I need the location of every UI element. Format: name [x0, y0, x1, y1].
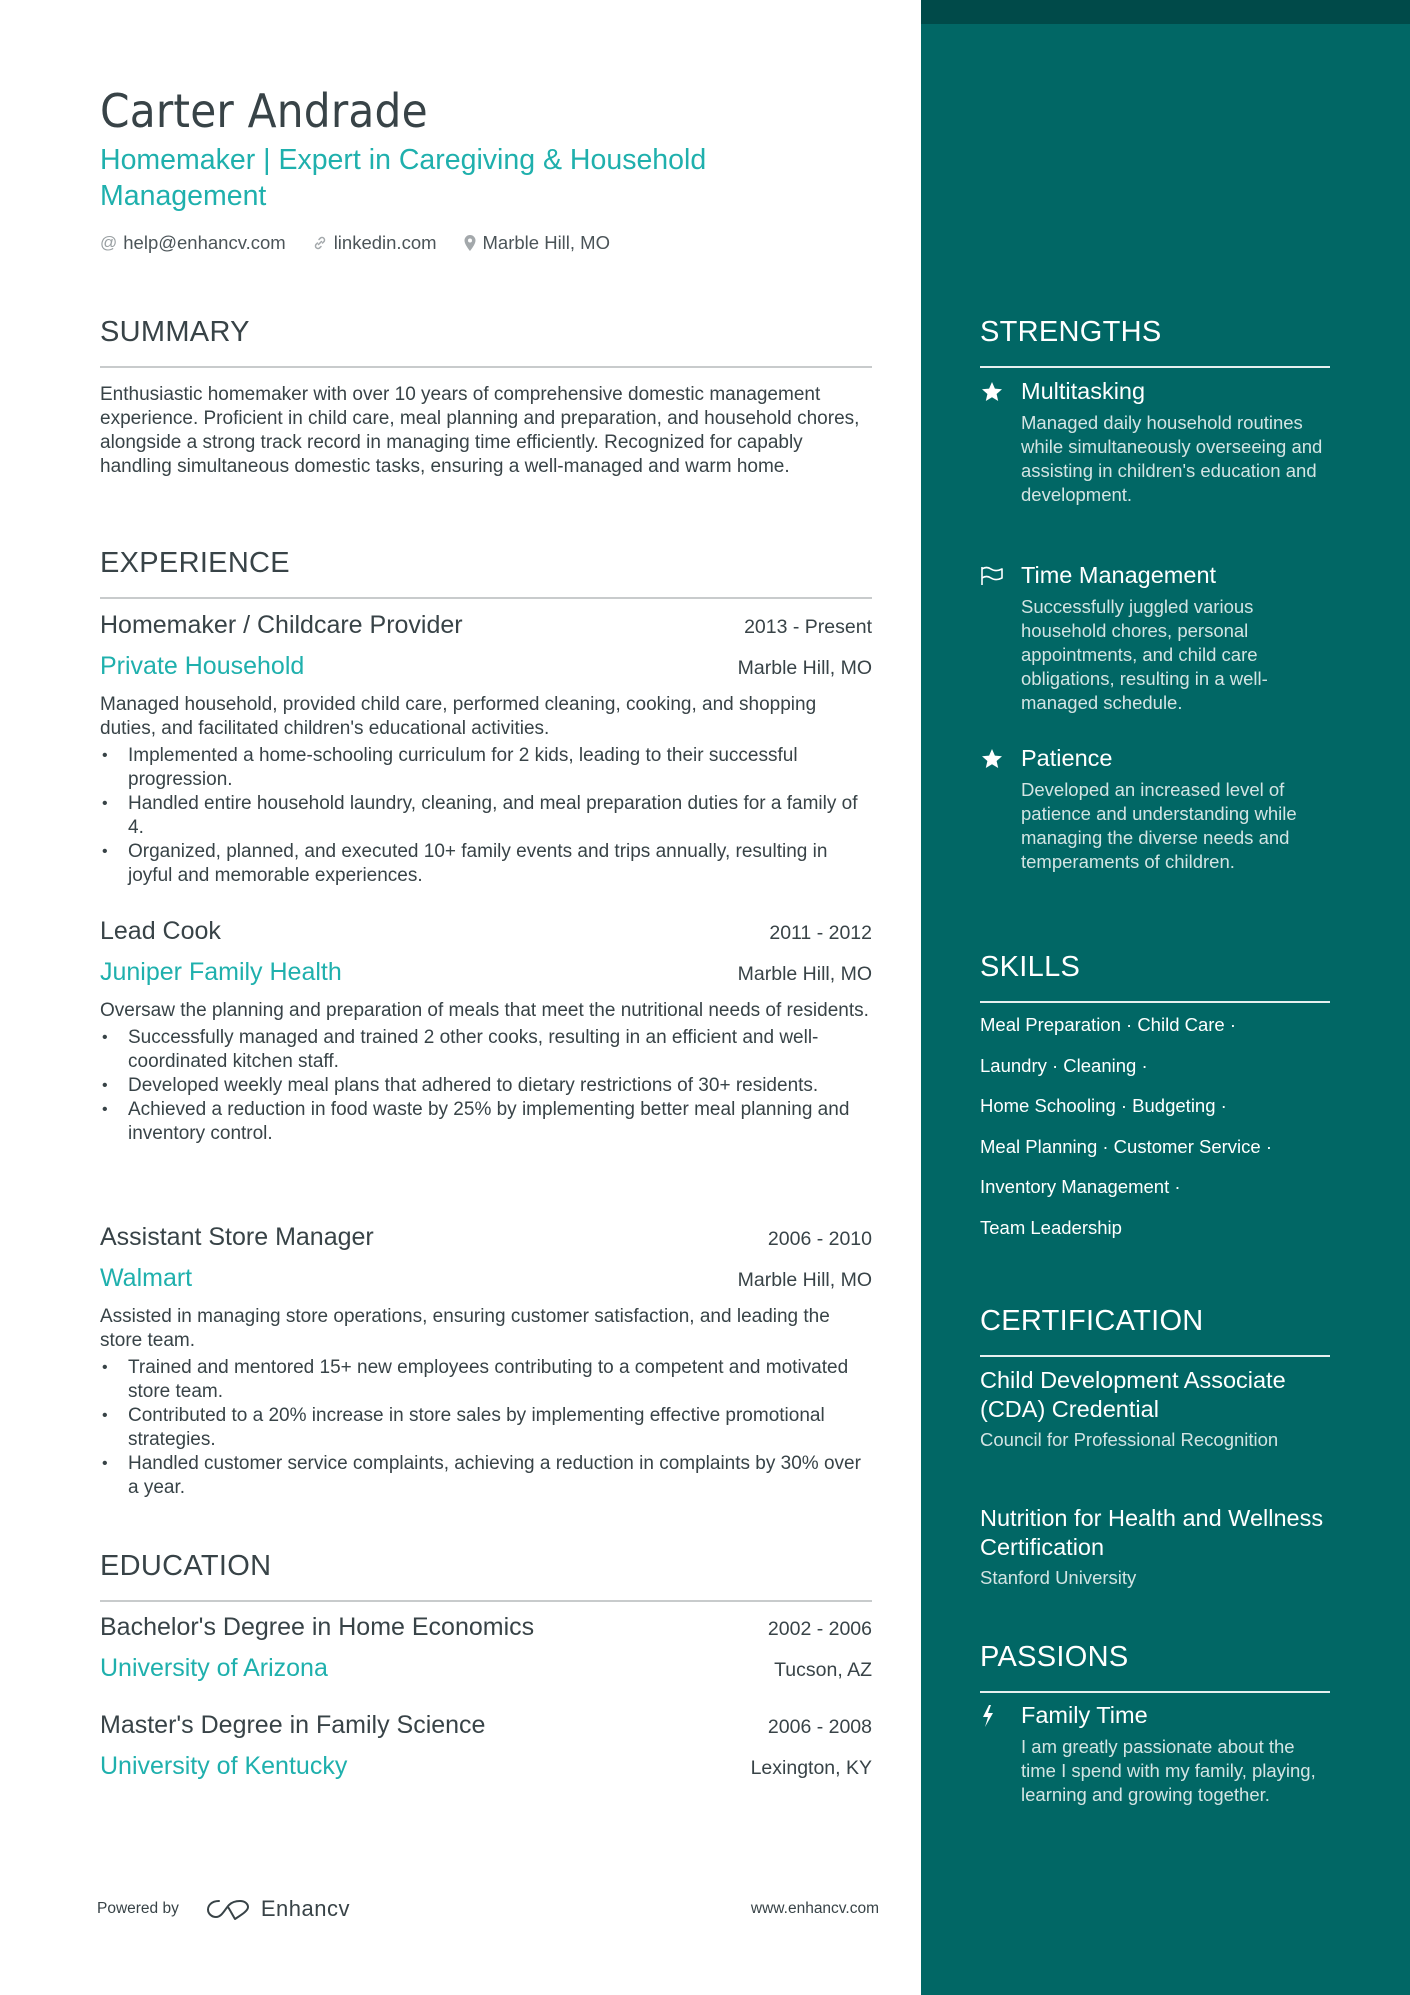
- certification-item: [980, 1366, 1330, 1452]
- achievement-item: • Handled entire household laundry, cleaning, and meal preparation duties for a family of 4.: [100, 792, 872, 840]
- strength-description: Managed daily household routines while simultaneously overseeing and assisting in children's education and development.: [1021, 412, 1323, 505]
- job-company: Private Household: [100, 652, 305, 680]
- contact-linkedin[interactable]: [312, 232, 437, 254]
- contact-info: [100, 232, 636, 254]
- job-dates: 2013 - Present: [744, 616, 872, 638]
- passion-item: [980, 1702, 1330, 1807]
- section-divider: [980, 1001, 1330, 1003]
- strength-description: Successfully juggled various household chores, personal appointments, and child care obligations, resulting in a well-managed schedule.: [1021, 596, 1268, 713]
- achievement-item: • Handled customer service complaints, achieving a reduction in complaints by 30% over a year.: [100, 1452, 872, 1500]
- experience-entry: [100, 611, 872, 888]
- certification-issuer: Stanford University: [980, 1567, 1137, 1588]
- flag-icon: [980, 565, 1021, 587]
- skill-line: Team Leadership: [980, 1216, 1122, 1238]
- footer: [97, 1896, 879, 1922]
- experience-entry: [100, 1223, 872, 1500]
- section-divider: [100, 1600, 872, 1602]
- section-title: SKILLS: [980, 951, 1081, 983]
- strength-name: Time Management: [1021, 562, 1217, 588]
- skill-line: Laundry · Cleaning ·: [980, 1054, 1148, 1076]
- enhancv-logo-icon: [205, 1897, 253, 1921]
- contact-email-text: help@enhancv.com: [123, 232, 286, 253]
- skill-line: Home Schooling · Budgeting ·: [980, 1095, 1227, 1116]
- job-dates: 2006 - 2010: [767, 1228, 872, 1250]
- job-location: Marble Hill, MO: [737, 657, 872, 679]
- job-description: Managed household, provided child care, performed cleaning, cooking, and shopping duties, and facilitated children's educational activities.: [100, 694, 817, 739]
- certification-name: Nutrition for Health and Wellness Certification: [980, 1505, 1324, 1560]
- job-title: Lead Cook: [100, 917, 221, 945]
- school-name: University of Arizona: [100, 1654, 328, 1682]
- contact-location-text: Marble Hill, MO: [482, 232, 610, 253]
- skills-list: [980, 1013, 1330, 1256]
- achievement-item: • Trained and mentored 15+ new employees contributing to a competent and motivated store team.: [100, 1356, 872, 1404]
- strength-description: Developed an increased level of patience and understanding while managing the diverse needs and temperaments of children.: [1021, 779, 1297, 872]
- strength-item: [980, 562, 1330, 715]
- summary-text: Enthusiastic homemaker with over 10 years of comprehensive domestic management experience. Proficient in child care, meal planning and preparation, and household chores, alongside a strong track record in managing time efficiently. Recognized for capably handling simultaneous domestic tasks, ensuring a well-managed and warm home.: [100, 384, 860, 477]
- powered-by-label: Powered by: [97, 1900, 179, 1917]
- school-location: Tucson, AZ: [774, 1659, 872, 1681]
- achievement-item: • Contributed to a 20% increase in store sales by implementing effective promotional strategies.: [100, 1404, 872, 1452]
- strengths-section: [980, 316, 1330, 368]
- skill-line: Meal Planning · Customer Service ·: [980, 1135, 1272, 1157]
- experience-entry: [100, 917, 872, 1146]
- job-location: Marble Hill, MO: [737, 1269, 872, 1291]
- section-title: EDUCATION: [100, 1550, 272, 1582]
- section-title: EXPERIENCE: [100, 547, 290, 579]
- section-divider: [980, 1355, 1330, 1357]
- achievement-item: • Successfully managed and trained 2 other cooks, resulting in an efficient and well-coordinated kitchen staff.: [100, 1026, 872, 1074]
- job-achievements: [100, 744, 872, 888]
- star-icon: [980, 747, 1021, 771]
- school-location: Lexington, KY: [750, 1757, 872, 1779]
- enhancv-logo[interactable]: [205, 1896, 350, 1922]
- link-icon: [312, 235, 328, 251]
- section-title: STRENGTHS: [980, 316, 1162, 348]
- candidate-name: Carter Andrade: [100, 84, 428, 138]
- website-link[interactable]: www.enhancv.com: [750, 1900, 879, 1917]
- job-title: Homemaker / Childcare Provider: [100, 611, 463, 639]
- job-dates: 2011 - 2012: [769, 922, 872, 944]
- job-location: Marble Hill, MO: [737, 963, 872, 985]
- education-dates: 2006 - 2008: [767, 1716, 872, 1738]
- degree-name: Master's Degree in Family Science: [100, 1711, 486, 1739]
- job-company: Juniper Family Health: [100, 958, 342, 986]
- certification-item: [980, 1504, 1330, 1590]
- section-title: SUMMARY: [100, 316, 250, 348]
- section-divider: [100, 366, 872, 368]
- job-description: Assisted in managing store operations, ensuring customer satisfaction, and leading the store team.: [100, 1306, 830, 1351]
- section-title: CERTIFICATION: [980, 1305, 1204, 1337]
- education-section: [100, 1550, 872, 1602]
- achievement-item: • Achieved a reduction in food waste by 25% by implementing better meal planning and inventory control.: [100, 1098, 872, 1146]
- contact-linkedin-text: linkedin.com: [333, 232, 437, 253]
- achievement-item: • Implemented a home-schooling curriculum for 2 kids, leading to their successful progression.: [100, 744, 872, 792]
- brand-name: Enhancv: [260, 1896, 350, 1921]
- strength-item: [980, 745, 1330, 874]
- strength-name: Patience: [1021, 745, 1113, 771]
- passion-description: I am greatly passionate about the time I spend with my family, playing, learning and growing together.: [1021, 1736, 1316, 1805]
- certification-issuer: Council for Professional Recognition: [980, 1429, 1279, 1450]
- contact-email[interactable]: [100, 232, 286, 254]
- location-pin-icon: [463, 234, 477, 252]
- certification-section: [980, 1305, 1330, 1357]
- star-icon: [980, 380, 1021, 404]
- job-achievements: [100, 1356, 872, 1500]
- achievement-item: • Developed weekly meal plans that adhered to dietary restrictions of 30+ residents.: [100, 1074, 872, 1098]
- education-dates: 2002 - 2006: [767, 1618, 872, 1640]
- school-name: University of Kentucky: [100, 1752, 348, 1780]
- sidebar-top-band: [921, 0, 1410, 24]
- summary-section: [100, 316, 872, 479]
- strength-item: [980, 378, 1330, 507]
- skill-line: Inventory Management ·: [980, 1176, 1181, 1197]
- contact-location: [463, 232, 610, 254]
- experience-section: [100, 547, 872, 599]
- job-title: Assistant Store Manager: [100, 1223, 374, 1251]
- lightning-bolt-icon: [980, 1704, 1021, 1728]
- strength-name: Multitasking: [1021, 378, 1146, 404]
- section-divider: [100, 597, 872, 599]
- achievement-item: • Organized, planned, and executed 10+ family events and trips annually, resulting in joyful and memorable experiences.: [100, 840, 872, 888]
- section-divider: [980, 366, 1330, 368]
- section-divider: [980, 1691, 1330, 1693]
- job-description: Oversaw the planning and preparation of meals that meet the nutritional needs of residents.: [100, 1000, 869, 1021]
- resume-sidebar: [921, 0, 1410, 1995]
- at-icon: @: [100, 233, 118, 252]
- candidate-headline: Homemaker | Expert in Caregiving & Household Management: [100, 144, 707, 212]
- education-entry: [100, 1613, 872, 1683]
- skills-section: [980, 951, 1330, 1003]
- job-company: Walmart: [100, 1264, 193, 1292]
- education-entry: [100, 1711, 872, 1781]
- section-title: PASSIONS: [980, 1641, 1129, 1673]
- certification-name: Child Development Associate (CDA) Credential: [980, 1367, 1286, 1422]
- powered-by: [97, 1896, 350, 1922]
- job-achievements: [100, 1026, 872, 1146]
- passion-name: Family Time: [1021, 1702, 1148, 1728]
- passions-section: [980, 1641, 1330, 1693]
- skill-line: Meal Preparation · Child Care ·: [980, 1014, 1237, 1035]
- degree-name: Bachelor's Degree in Home Economics: [100, 1613, 535, 1641]
